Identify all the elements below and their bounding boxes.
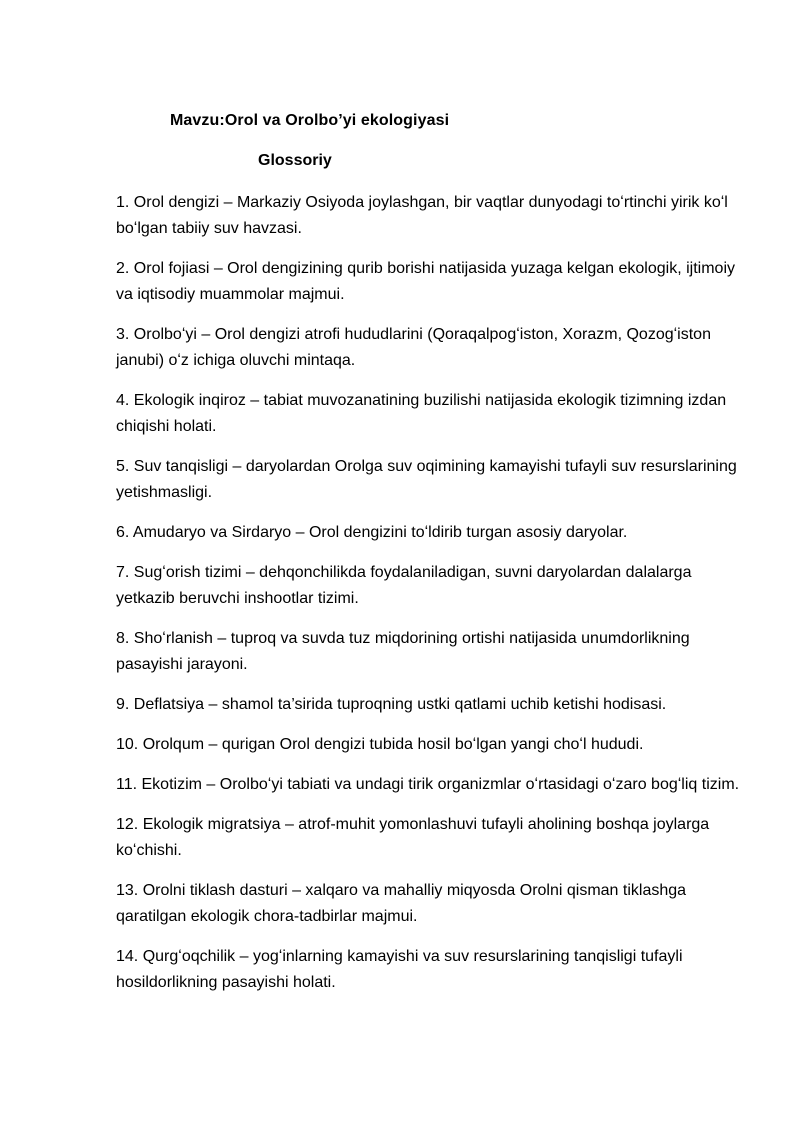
- glossary-entry-8: 8. Shoʻrlanish – tuproq va suvda tuz miqdorining ortishi natijasida unumdorlikning pasayishi jarayoni.: [116, 630, 690, 673]
- glossary-entry-10: 10. Orolqum – qurigan Orol dengizi tubida hosil boʻlgan yangi choʻl hududi.: [116, 736, 644, 753]
- glossary-entry-1: 1. Orol dengizi – Markaziy Osiyoda joylashgan, bir vaqtlar dunyodagi toʻrtinchi yirik koʻl boʻlgan tabiiy suv havzasi.: [116, 194, 728, 237]
- glossary-entry-6: 6. Amudaryo va Sirdaryo – Orol dengizini toʻldirib turgan asosiy daryolar.: [116, 524, 628, 541]
- glossary-entry-11: 11. Ekotizim – Orolboʻyi tabiati va undagi tirik organizmlar oʻrtasidagi oʻzaro bogʻliq tizim.: [116, 776, 740, 793]
- glossary-entry-4: 4. Ekologik inqiroz – tabiat muvozanatining buzilishi natijasida ekologik tizimning izdan chiqishi holati.: [116, 392, 727, 435]
- glossary-entry-9: 9. Deflatsiya – shamol ta’sirida tuproqning ustki qatlami uchib ketishi hodisasi.: [116, 696, 667, 713]
- glossary-entry-2: 2. Orol fojiasi – Orol dengizining qurib borishi natijasida yuzaga kelgan ekologik, ijtimoiy va iqtisodiy muammolar majmui.: [116, 260, 735, 303]
- glossary-entry-14: 14. Qurgʻoqchilik – yogʻinlarning kamayishi va suv resurslarining tanqisligi tufayli hosildorlikning pasayishi holati.: [116, 948, 683, 991]
- page-title: Mavzu:Orol va Orolbo’yi ekologiyasi: [170, 112, 450, 129]
- glossary-entry-12: 12. Ekologik migratsiya – atrof-muhit yomonlashuvi tufayli aholining boshqa joylarga koʻchishi.: [116, 816, 710, 859]
- page-subtitle: Glossoriy: [258, 152, 332, 169]
- glossary-entry-13: 13. Orolni tiklash dasturi – xalqaro va mahalliy miqyosda Orolni qisman tiklashga qaratilgan ekologik chora-tadbirlar majmui.: [116, 882, 687, 925]
- glossary-entry-3: 3. Orolboʻyi – Orol dengizi atrofi hududlarini (Qoraqalpogʻiston, Xorazm, Qozogʻiston janubi) oʻz ichiga oluvchi mintaqa.: [116, 326, 711, 369]
- glossary-entry-7: 7. Sugʻorish tizimi – dehqonchilikda foydalaniladigan, suvni daryolardan dalalarga yetkazib beruvchi inshootlar tizimi.: [116, 564, 692, 607]
- glossary-list: [116, 190, 746, 1010]
- glossary-entry-5: 5. Suv tanqisligi – daryolardan Orolga suv oqimining kamayishi tufayli suv resurslarining yetishmasligi.: [116, 458, 737, 501]
